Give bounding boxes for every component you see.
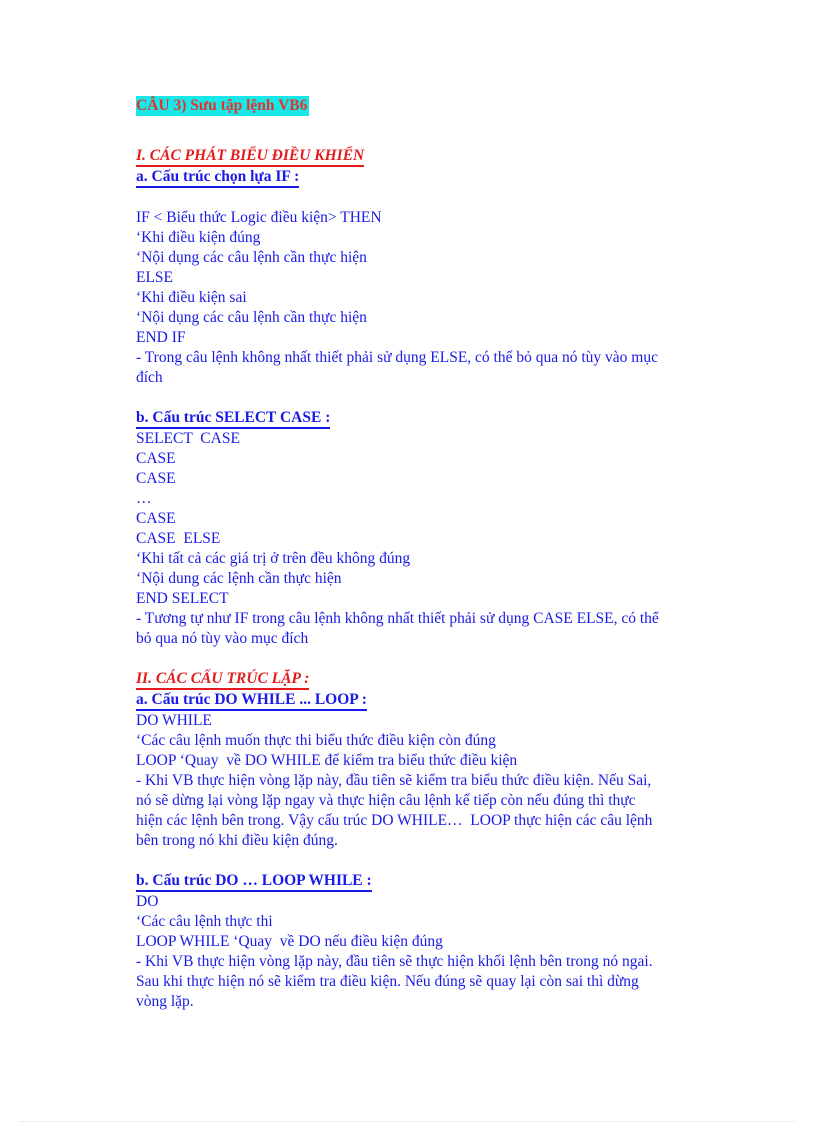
text-line: đích bbox=[136, 369, 163, 386]
subheading-do-while-loop: a. Cấu trúc DO WHILE ... LOOP : bbox=[136, 691, 367, 711]
spacer bbox=[136, 188, 746, 208]
page-bottom-rule bbox=[20, 1121, 796, 1122]
text-line: … bbox=[136, 490, 152, 507]
section-1-sub-a bbox=[136, 167, 746, 388]
section-2-sub-b bbox=[136, 871, 746, 1012]
section-2-heading: II. CÁC CẤU TRÚC LẶP : bbox=[136, 669, 309, 690]
text-line: - Khi VB thực hiện vòng lặp này, đầu tiên sẽ kiểm tra biểu thức điều kiện. Nếu Sai, bbox=[136, 772, 652, 789]
text-line: LOOP WHILE ‘Quay về DO nếu điều kiện đúng bbox=[136, 933, 443, 950]
subheading-do-loop-while: b. Cấu trúc DO … LOOP WHILE : bbox=[136, 872, 372, 892]
text-line: SELECT CASE bbox=[136, 430, 240, 447]
text-line: Sau khi thực hiện nó sẽ kiểm tra điều kiện. Nếu đúng sẽ quay lại còn sai thì dừng bbox=[136, 973, 639, 990]
select-case-body bbox=[136, 429, 746, 649]
text-line: DO WHILE bbox=[136, 712, 212, 729]
text-line: ELSE bbox=[136, 269, 174, 286]
subheading-if: a. Cấu trúc chọn lựa IF : bbox=[136, 168, 299, 188]
do-while-loop-body bbox=[136, 711, 746, 851]
text-line: vòng lặp. bbox=[136, 993, 194, 1010]
if-body bbox=[136, 208, 746, 388]
text-line: LOOP ‘Quay về DO WHILE để kiểm tra biểu thức điều kiện bbox=[136, 752, 518, 769]
document-content bbox=[136, 96, 746, 1012]
text-line: bỏ qua nó tùy vào mục đích bbox=[136, 630, 309, 647]
text-line: - Tương tự như IF trong câu lệnh không nhất thiết phải sử dụng CASE ELSE, có thể bbox=[136, 610, 659, 627]
text-line: CASE bbox=[136, 470, 176, 487]
text-line: ‘Khi điều kiện sai bbox=[136, 289, 247, 306]
text-line: ‘Nội dung các lệnh cần thực hiện bbox=[136, 570, 342, 587]
spacer bbox=[136, 851, 746, 871]
text-line: ‘Khi điều kiện đúng bbox=[136, 229, 261, 246]
text-line: hiện các lệnh bên trong. Vậy cấu trúc DO WHILE… LOOP thực hiện các câu lệnh bbox=[136, 812, 653, 829]
text-line: CASE bbox=[136, 510, 176, 527]
text-line: bên trong nó khi điều kiện đúng. bbox=[136, 832, 338, 849]
section-2-sub-a bbox=[136, 690, 746, 851]
document-title: CÂU 3) Sưu tập lệnh VB6 bbox=[136, 97, 308, 114]
text-line: ‘Các câu lệnh thực thi bbox=[136, 913, 273, 930]
spacer bbox=[136, 649, 746, 669]
text-line: ‘Các câu lệnh muốn thực thi biểu thức điều kiện còn đúng bbox=[136, 732, 496, 749]
text-line: CASE bbox=[136, 450, 176, 467]
text-line: ‘Nội dụng các câu lệnh cần thực hiện bbox=[136, 309, 367, 326]
do-loop-while-body bbox=[136, 892, 746, 1012]
text-line: END SELECT bbox=[136, 590, 229, 607]
spacer bbox=[136, 116, 746, 146]
text-line: ‘Khi tất cả các giá trị ở trên đều không đúng bbox=[136, 550, 411, 567]
spacer bbox=[136, 388, 746, 408]
text-line: IF < Biểu thức Logic điều kiện> THEN bbox=[136, 209, 382, 226]
section-1-sub-b bbox=[136, 408, 746, 649]
text-line: DO bbox=[136, 893, 159, 910]
text-line: - Trong câu lệnh không nhất thiết phải sử dụng ELSE, có thể bỏ qua nó tùy vào mục bbox=[136, 349, 658, 366]
text-line: CASE ELSE bbox=[136, 530, 221, 547]
subheading-select-case: b. Cấu trúc SELECT CASE : bbox=[136, 409, 330, 429]
text-line: ‘Nội dụng các câu lệnh cần thực hiện bbox=[136, 249, 367, 266]
text-line: - Khi VB thực hiện vòng lặp này, đầu tiên sẽ thực hiện khối lệnh bên trong nó ngai. bbox=[136, 953, 653, 970]
text-line: END IF bbox=[136, 329, 186, 346]
section-1-heading: I. CÁC PHÁT BIỂU ĐIỀU KHIỂN bbox=[136, 146, 364, 167]
text-line: nó sẽ dừng lại vòng lặp ngay và thực hiện câu lệnh kế tiếp còn nếu đúng thì thực bbox=[136, 792, 636, 809]
